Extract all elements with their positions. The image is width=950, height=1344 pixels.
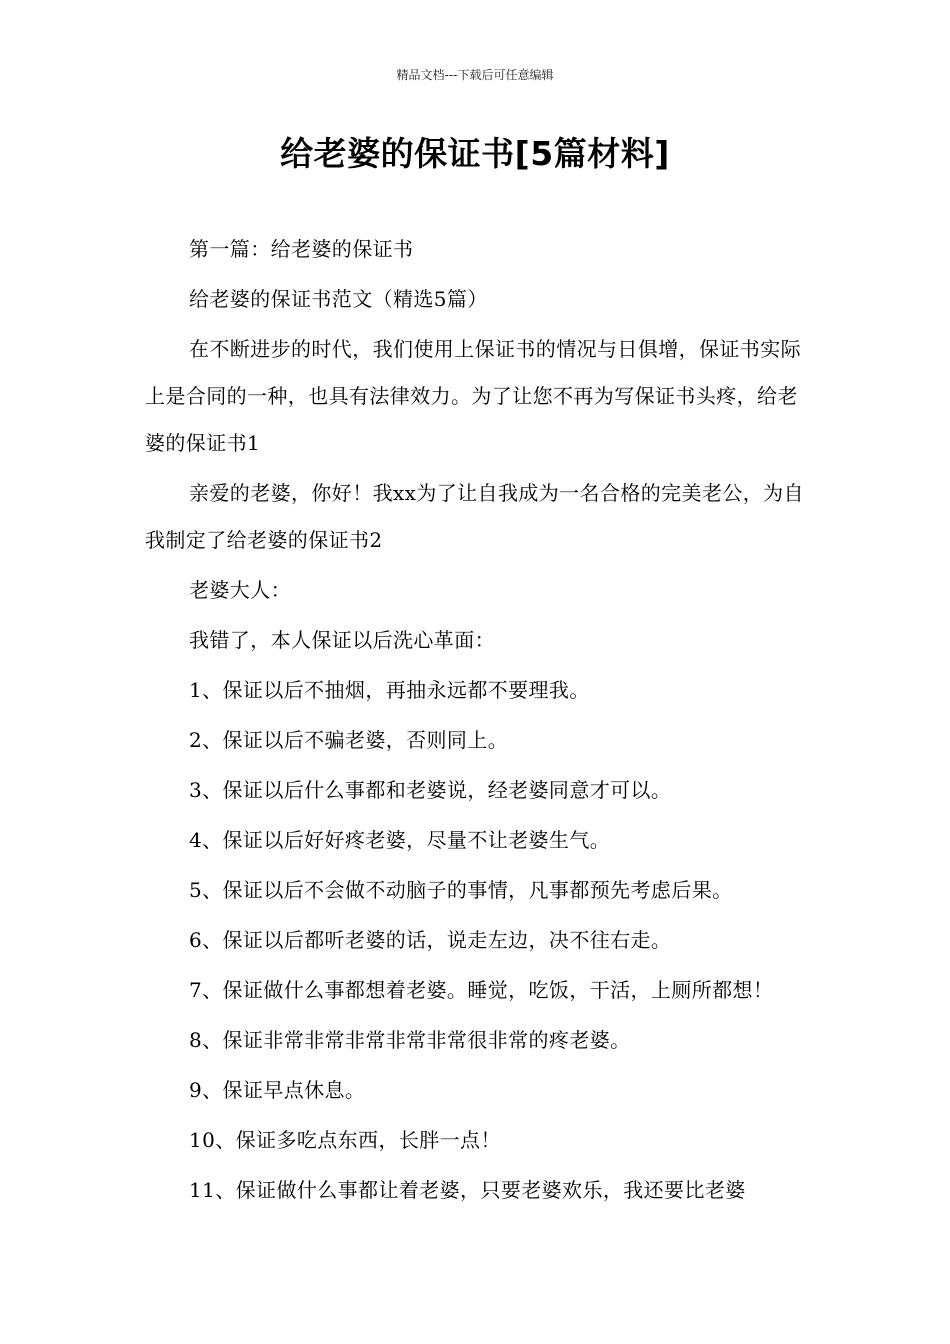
paragraph-1: 第一篇：给老婆的保证书 — [189, 237, 414, 261]
list-item-3: 3、保证以后什么事都和老婆说，经老婆同意才可以。 — [189, 778, 672, 802]
page-header: 精品文档---下载后可任意编辑 — [396, 68, 554, 82]
paragraph-5: 老婆大人： — [189, 578, 291, 602]
list-item-7: 7、保证做什么事都想着老婆。睡觉，吃饭，干活，上厕所都想！ — [189, 978, 774, 1002]
paragraph-3: 在不断进步的时代，我们使用上保证书的情况与日俱增，保证书实际上是合同的一种，也具有法律效力。为了让您不再为写保证书头疼，给老婆的保证书1 — [145, 337, 801, 455]
list-item-8: 8、保证非常非常非常非常非常很非常的疼老婆。 — [189, 1028, 631, 1052]
list-item-11: 11、保证做什么事都让着老婆，只要老婆欢乐，我还要比老婆 — [189, 1178, 746, 1202]
list-item-9: 9、保证早点休息。 — [189, 1078, 366, 1102]
document-body — [145, 226, 815, 1217]
document-title: 给老婆的保证书[5篇材料] — [280, 134, 670, 173]
list-item-2: 2、保证以后不骗老婆，否则同上。 — [189, 728, 509, 752]
list-item-5: 5、保证以后不会做不动脑子的事情，凡事都预先考虑后果。 — [189, 878, 733, 902]
list-item-4: 4、保证以后好好疼老婆，尽量不让老婆生气。 — [189, 828, 611, 852]
paragraph-6: 我错了，本人保证以后洗心革面： — [189, 628, 495, 652]
list-item-6: 6、保证以后都听老婆的话，说走左边，决不往右走。 — [189, 928, 672, 952]
list-item-1: 1、保证以后不抽烟，再抽永远都不要理我。 — [189, 678, 590, 702]
list-item-10: 10、保证多吃点东西，长胖一点！ — [189, 1128, 501, 1152]
paragraph-2: 给老婆的保证书范文（精选5篇） — [189, 287, 488, 311]
paragraph-4: 亲爱的老婆，你好！我xx为了让自我成为一名合格的完美老公，为自我制定了给老婆的保证书2 — [145, 481, 804, 552]
